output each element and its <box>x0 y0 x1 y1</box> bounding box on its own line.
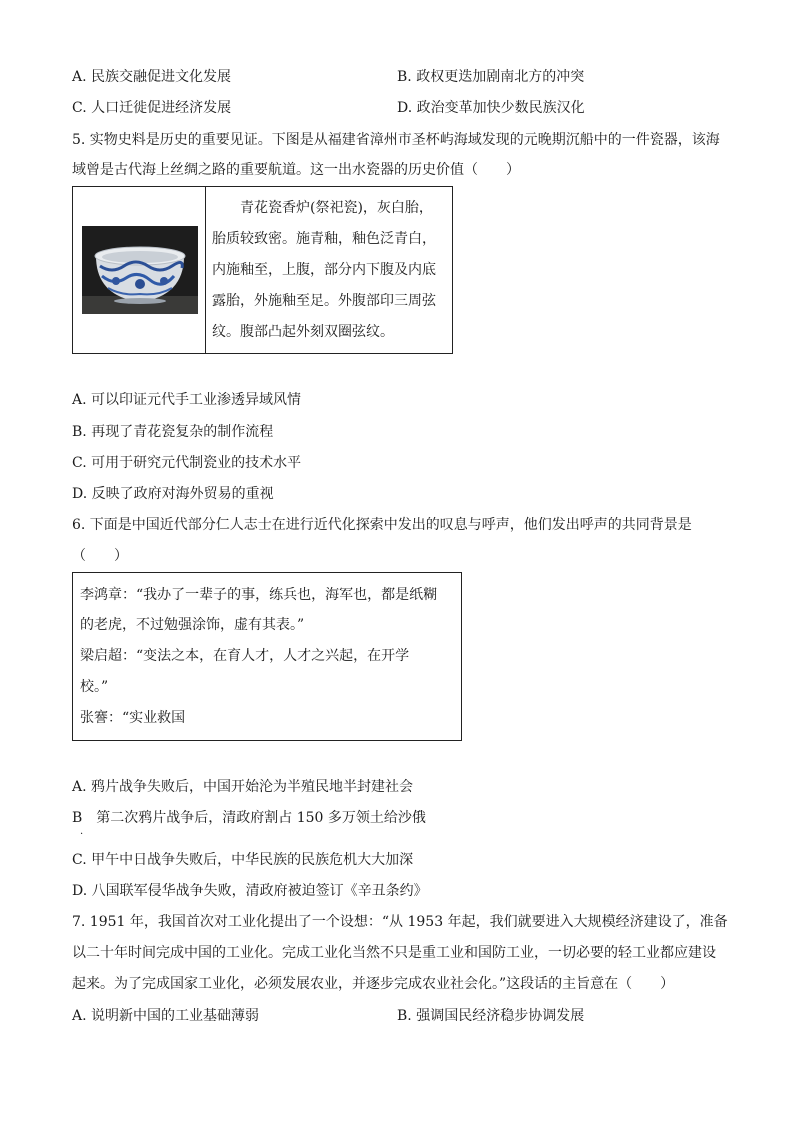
q5-desc-line: 内施釉至，上腹，部分内下腹及内底 <box>212 262 436 278</box>
stray-dot: . <box>80 826 84 837</box>
q4-option-c: C. 人口迁徙促进经济发展 <box>72 100 232 116</box>
q6-option-b: B 第二次鸦片战争后，清政府割占 150 多万领土给沙俄 <box>72 810 426 826</box>
q7-line2: 以二十年时间完成中国的工业化。完成工业化当然不只是重工业和国防工业，一切必要的轻工业都应建设 <box>72 945 716 961</box>
porcelain-censer-picture <box>82 226 198 314</box>
q6-option-a: A. 鸦片战争失败后，中国开始沦为半殖民地半封建社会 <box>72 779 414 795</box>
q5-option-d: D. 反映了政府对海外贸易的重视 <box>72 486 274 502</box>
q5-desc-line: 纹。腹部凸起外刻双圈弦纹。 <box>212 324 394 340</box>
q5-option-a: A. 可以印证元代手工业渗透异域风情 <box>72 392 302 408</box>
q6-option-c: C. 甲午中日战争失败后，中华民族的民族危机大大加深 <box>72 852 414 868</box>
q4-option-b: B. 政权更迭加剧南北方的冲突 <box>397 69 585 85</box>
q6-stem-line2: （ ） <box>72 548 128 564</box>
q4-option-a: A. 民族交融促进文化发展 <box>72 69 232 85</box>
q6-option-d: D. 八国联军侵华战争失败，清政府被迫签订《辛丑条约》 <box>72 883 428 899</box>
q7-line1: 7. 1951 年，我国首次对工业化提出了一个设想：“从 1953 年起，我们就要进入大规模经济建设了，准备 <box>72 914 728 930</box>
q5-stem-line1: 5. 实物史料是历史的重要见证。下图是从福建省漳州市圣杯屿海域发现的元晚期沉船中的一件瓷器，该海 <box>72 132 720 148</box>
q6-quote-line: 梁启超：“变法之本，在育人才，人才之兴起，在开学 <box>80 648 410 664</box>
q6-quote-line: 张謇：“实业救国 <box>80 710 186 726</box>
q7-line3: 起来。为了完成国家工业化，必须发展农业，并逐步完成农业社会化。”这段话的主旨意在（ ） <box>72 976 675 992</box>
q6-quote-line: 校。” <box>80 679 109 695</box>
q5-option-b: B. 再现了青花瓷复杂的制作流程 <box>72 424 274 440</box>
q5-desc-line: 青花瓷香炉(祭祀瓷)，灰白胎， <box>212 200 433 216</box>
q6-quote-line: 李鸿章：“我办了一辈子的事，练兵也，海军也，都是纸糊 <box>80 587 438 603</box>
q5-stem-line2: 域曾是古代海上丝绸之路的重要航道。这一出水瓷器的历史价值（ ） <box>72 162 520 178</box>
q6-stem-line1: 6. 下面是中国近代部分仁人志士在进行近代化探索中发出的叹息与呼声，他们发出呼声的共同背景是 <box>72 517 692 533</box>
q4-option-d: D. 政治变革加快少数民族汉化 <box>397 100 585 116</box>
porcelain-censer-image <box>82 226 198 314</box>
q5-option-c: C. 可用于研究元代制瓷业的技术水平 <box>72 455 302 471</box>
q7-option-a: A. 说明新中国的工业基础薄弱 <box>72 1008 260 1024</box>
q7-option-b: B. 强调国民经济稳步协调发展 <box>397 1008 585 1024</box>
q5-desc-line: 露胎，外施釉至足。外腹部印三周弦 <box>212 293 436 309</box>
q6-quote-line: 的老虎，不过勉强涂饰，虚有其表。” <box>80 617 305 633</box>
q5-desc-line: 胎质较致密。施青釉，釉色泛青白， <box>212 231 436 247</box>
q5-table-divider <box>205 186 206 353</box>
